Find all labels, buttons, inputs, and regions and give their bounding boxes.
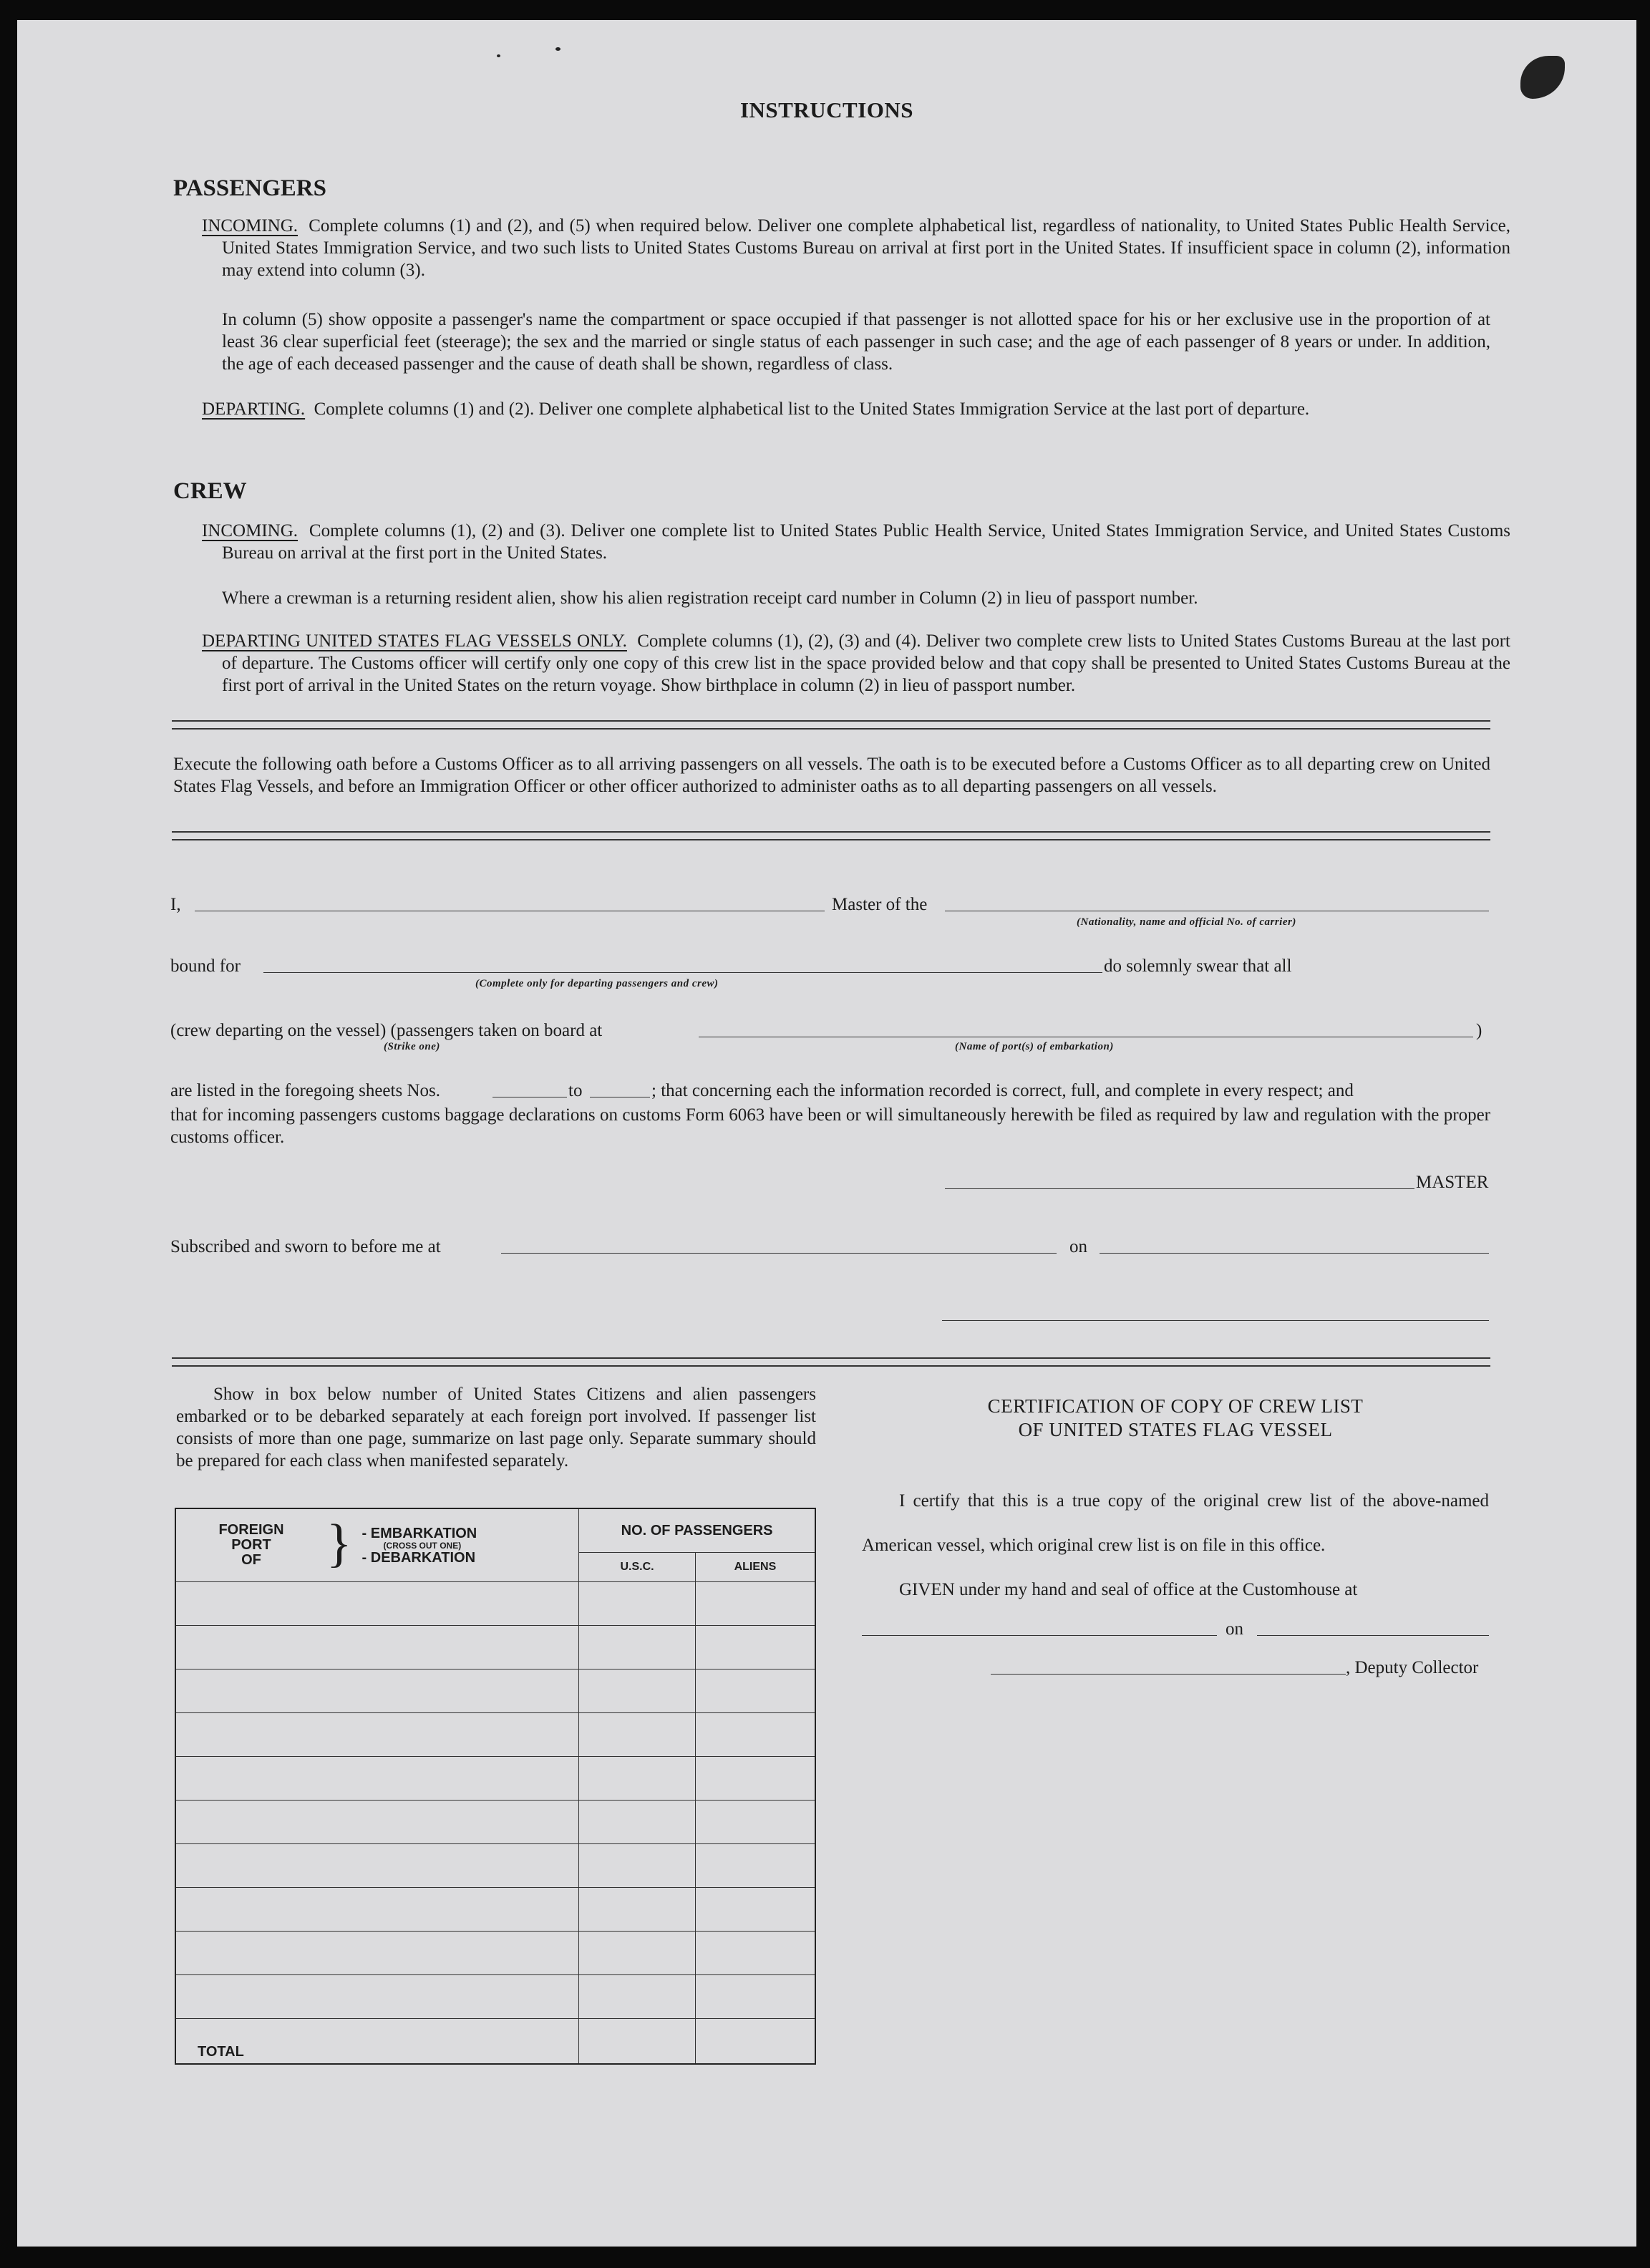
crew-resident-paragraph	[222, 587, 1490, 609]
port-cell[interactable]	[175, 1713, 579, 1757]
divider-double-rule	[172, 720, 1490, 730]
usc-cell[interactable]	[579, 1757, 696, 1801]
passenger-port-table	[175, 1508, 816, 2065]
oath-intro-paragraph	[173, 753, 1490, 798]
total-label: TOTAL	[175, 2019, 579, 2065]
passengers-heading: PASSENGERS	[173, 175, 326, 201]
listed-paragraph	[170, 1104, 1490, 1148]
torn-corner-mark	[1520, 56, 1565, 99]
certification-title-line1: CERTIFICATION OF COPY OF CREW LIST	[987, 1395, 1364, 1417]
usc-cell[interactable]	[579, 1975, 696, 2019]
passengers-incoming-paragraph	[202, 215, 1510, 281]
crew-resident-text: Where a crewman is a returning resident alien, show his alien registration receipt card number in Column (2) in lieu of passport number.	[222, 588, 1198, 608]
bound-for-caption: (Complete only for departing passengers and crew)	[475, 978, 719, 989]
master-of-the-label: Master of the	[832, 895, 928, 914]
page-title: INSTRUCTIONS	[739, 97, 913, 122]
passengers-column5-text: In column (5) show opposite a passenger's name the compartment or space occupied if that passenger is not allotted space for his or her exclusive use in the proportion of at least 36 clear superficial feet (steerage); the sex and the married or single status of each passenger in such case; and the age of each passenger of 8 years or under. In addition, the age of each deceased passenger and the cause of death shall be shown, regardless of class.	[222, 310, 1490, 374]
passengers-incoming-text: Complete columns (1) and (2), and (5) when required below. Deliver one complete alphabetical list, regardless of nationality, to United States Public Health Service, United States Immigration Service, and two such lists to United States Customs Bureau on arrival at first port in the United States. If insufficient space in column (2), information may extend into column (3).	[222, 216, 1511, 280]
port-header-embarkation: - EMBARKATION	[361, 1525, 477, 1541]
master-label: MASTER	[1416, 1173, 1489, 1192]
subscribed-date-field[interactable]	[1100, 1253, 1489, 1254]
certification-on-label: on	[1226, 1619, 1243, 1639]
master-signature-field[interactable]	[945, 1188, 1414, 1189]
speck	[497, 54, 500, 57]
table-row	[175, 1670, 815, 1713]
usc-cell[interactable]	[579, 1888, 696, 1932]
ports-caption: (Name of port(s) of embarkation)	[955, 1041, 1114, 1052]
table-row	[175, 1844, 815, 1888]
listed-text-a: are listed in the foregoing sheets Nos.	[170, 1081, 440, 1100]
oath-i-label: I,	[170, 895, 181, 914]
usc-cell[interactable]	[579, 1932, 696, 1975]
aliens-cell[interactable]	[695, 1582, 815, 1626]
certification-title-line2: OF UNITED STATES FLAG VESSEL	[1018, 1419, 1333, 1440]
subscribed-on-label: on	[1069, 1237, 1087, 1256]
passengers-column5-paragraph	[222, 309, 1490, 375]
summary-instructions-text: Show in box below number of United States Citizens and alien passengers embarked or to be debarked separately at each foreign port involved. If passenger list consists of more than one page, summarize on last page only. Separate summary should be prepared for each class when manifested separately.	[176, 1385, 816, 1470]
crew-departing-label: DEPARTING UNITED STATES FLAG VESSELS ONLY.	[202, 631, 627, 651]
aliens-cell[interactable]	[695, 1844, 815, 1888]
port-cell[interactable]	[175, 1670, 579, 1713]
passengers-departing-paragraph	[202, 398, 1510, 420]
usc-header-cell: U.S.C.	[579, 1553, 696, 1582]
port-header-debarkation: - DEBARKATION	[361, 1549, 476, 1566]
aliens-cell[interactable]	[695, 1888, 815, 1932]
port-header-cross-out: (CROSS OUT ONE)	[383, 1540, 462, 1551]
strike-one-caption: (Strike one)	[384, 1041, 440, 1052]
port-cell[interactable]	[175, 1757, 579, 1801]
divider-double-rule	[172, 831, 1490, 840]
usc-cell[interactable]	[579, 1801, 696, 1844]
usc-total-cell[interactable]	[579, 2019, 696, 2065]
close-paren: )	[1476, 1021, 1482, 1040]
aliens-cell[interactable]	[695, 1670, 815, 1713]
customhouse-place-field[interactable]	[862, 1635, 1217, 1636]
listed-text-c: that for incoming passengers customs baggage declarations on customs Form 6063 have been or will simultaneously herewith be filed as required by law and regulation with the proper customs officer.	[170, 1105, 1490, 1147]
certification-given-text: GIVEN under my hand and seal of office at the Customhouse at	[899, 1580, 1358, 1599]
port-cell[interactable]	[175, 1932, 579, 1975]
passengers-header-cell: NO. OF PASSENGERS	[579, 1508, 815, 1553]
summary-instructions-paragraph	[176, 1383, 816, 1472]
usc-cell[interactable]	[579, 1670, 696, 1713]
crew-departing-text: Complete columns (1), (2), (3) and (4). Deliver two complete crew lists to United States Customs Bureau at the last port of departure. The Customs officer will certify only one copy of this crew list in the space provided below and that copy shall be presented to United States Customs Bureau at the first port of arrival in the United States on the return voyage. Show birthplace in column (2) in lieu of passport number.	[222, 631, 1511, 695]
table-row	[175, 1975, 815, 2019]
port-cell[interactable]	[175, 1582, 579, 1626]
bound-for-field[interactable]	[263, 972, 1102, 973]
aliens-cell[interactable]	[695, 1932, 815, 1975]
port-cell[interactable]	[175, 1888, 579, 1932]
listed-text-b: ; that concerning each the information recorded is correct, full, and complete in every respect; and	[651, 1081, 1354, 1100]
passengers-departing-label: DEPARTING.	[202, 399, 306, 419]
brace-glyph: }	[326, 1513, 352, 1573]
table-row	[175, 1932, 815, 1975]
table-row	[175, 1582, 815, 1626]
certification-title	[862, 1395, 1489, 1442]
certification-paragraph	[862, 1479, 1489, 1612]
table-row	[175, 1757, 815, 1801]
oath-intro-text: Execute the following oath before a Customs Officer as to all arriving passengers on all vessels. The oath is to be executed before a Customs Officer as to all departing crew on United States Flag Vessels, and before an Immigration Officer or other officer authorized to administer oaths as to all departing passengers on all vessels.	[173, 755, 1490, 796]
total-row	[175, 2019, 815, 2065]
aliens-cell[interactable]	[695, 1801, 815, 1844]
port-header-foreign: FOREIGN	[218, 1522, 284, 1538]
aliens-cell[interactable]	[695, 1713, 815, 1757]
aliens-header-cell: ALIENS	[695, 1553, 815, 1582]
table-row	[175, 1801, 815, 1844]
aliens-total-cell[interactable]	[695, 2019, 815, 2065]
aliens-cell[interactable]	[695, 1975, 815, 2019]
port-cell[interactable]	[175, 1801, 579, 1844]
aliens-cell[interactable]	[695, 1757, 815, 1801]
passengers-departing-text: Complete columns (1) and (2). Deliver one complete alphabetical list to the United States Immigration Service at the last port of departure.	[314, 399, 1310, 419]
table-row	[175, 1626, 815, 1670]
port-header-port: PORT	[231, 1537, 271, 1553]
port-cell[interactable]	[175, 1975, 579, 2019]
crew-departing-paragraph	[202, 630, 1510, 697]
crew-passengers-text: (crew departing on the vessel) (passengers taken on board at	[170, 1021, 603, 1040]
table-row	[175, 1888, 815, 1932]
port-cell[interactable]	[175, 1844, 579, 1888]
usc-cell[interactable]	[579, 1582, 696, 1626]
swear-text: do solemnly swear that all	[1104, 956, 1292, 976]
passengers-incoming-label: INCOMING.	[202, 216, 299, 236]
bound-for-label: bound for	[170, 956, 241, 976]
deputy-collector-label: , Deputy Collector	[1346, 1658, 1479, 1677]
deputy-signature-field[interactable]	[991, 1674, 1346, 1675]
table-row	[175, 1713, 815, 1757]
certification-date-field[interactable]	[1257, 1635, 1489, 1636]
form-page	[17, 20, 1636, 2247]
certification-text: I certify that this is a true copy of the original crew list of the above-named American vessel, which original crew list is on file in this office.	[862, 1491, 1489, 1555]
subscribed-label: Subscribed and sworn to before me at	[170, 1237, 441, 1256]
speck	[555, 47, 560, 51]
carrier-caption: (Nationality, name and official No. of carrier)	[1077, 916, 1296, 928]
listed-to-label: to	[568, 1081, 583, 1100]
subscribed-place-field[interactable]	[501, 1253, 1057, 1254]
aliens-cell[interactable]	[695, 1626, 815, 1670]
port-cell[interactable]	[175, 1626, 579, 1670]
crew-incoming-text: Complete columns (1), (2) and (3). Deliver one complete list to United States Public Health Service, United States Immigration Service, and United States Customs Bureau on arrival at the first port in the United States.	[222, 521, 1511, 563]
crew-incoming-label: INCOMING.	[202, 521, 299, 541]
port-header-cell	[175, 1508, 579, 1582]
port-header-of: OF	[241, 1552, 261, 1568]
usc-cell[interactable]	[579, 1626, 696, 1670]
usc-cell[interactable]	[579, 1844, 696, 1888]
usc-cell[interactable]	[579, 1713, 696, 1757]
officer-signature-field[interactable]	[942, 1320, 1489, 1321]
divider-double-rule	[172, 1357, 1490, 1367]
crew-incoming-paragraph	[202, 520, 1510, 564]
crew-heading: CREW	[173, 478, 247, 504]
